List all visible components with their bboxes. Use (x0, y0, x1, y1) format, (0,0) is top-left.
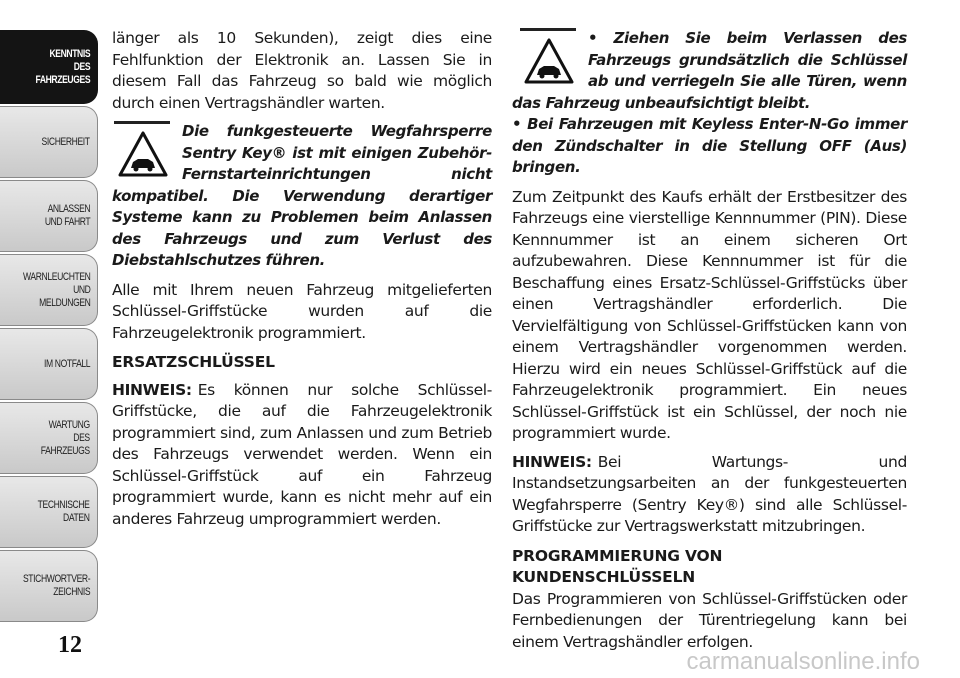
tab-label: WARNLEUCHTEN UND MELDUNGEN (22, 270, 90, 309)
tab-kenntnis-des-fahrzeuges[interactable] (0, 30, 98, 104)
tab-im-notfall[interactable] (0, 328, 98, 400)
tab-label: IM NOTFALL (43, 357, 90, 370)
watermark: carmanualsonline.info (686, 648, 920, 675)
note-label: HINWEIS: (112, 380, 192, 399)
tab-warnleuchten-und-meldungen[interactable] (0, 254, 98, 326)
tab-sicherheit[interactable] (0, 106, 98, 178)
note-paragraph (512, 452, 907, 538)
tab-label: ANLASSEN UND FAHRT (44, 203, 90, 228)
paragraph: länger als 10 Sekunden), zeigt dies eine Fehlfunktion der Elektronik an. Lassen Sie in diesem Fall das Fahrzeug so bald wie möglich durch einen Vertragshändler warten. (112, 29, 492, 112)
warning-bullet: • Bei Fahrzeugen mit Keyless Enter-N-Go immer den Zündschalter in die Stellung OFF (Aus) bringen. (512, 115, 907, 176)
warning-block (512, 28, 907, 179)
heading-line: PROGRAMMIERUNG VON (512, 546, 723, 565)
tab-label: STICHWORTVER- ZEICHNIS (22, 573, 90, 598)
tab-label: KENNTNIS DES FAHRZEUGES (35, 47, 90, 86)
tab-label: TECHNISCHE DATEN (38, 499, 90, 524)
left-column (112, 28, 492, 537)
section-heading: ERSATZSCHLÜSSEL (112, 353, 275, 371)
warning-block (112, 121, 492, 272)
warning-bullet: • Ziehen Sie beim Verlassen des Fahrzeugs grundsätzlich die Schlüssel ab und verriegeln Sie alle Türen, wenn das Fahrzeug unbeaufsichtigt bleibt. (512, 29, 907, 112)
paragraph: Zum Zeitpunkt des Kaufs erhält der Erstbesitzer des Fahrzeugs eine vierstellige Kennnummer (PIN). Diese Kennnummer ist an einem sicheren Ort aufzubewahren. Diese Kennnummer ist für die Beschaffung eines Ersatz-Schlüssel-Griffstücks über einen Vertragshändler erforderlich. Die Vervielfältigung von Schlüssel-Griffstücken kann von einem Vertragshändler vorgenommen werden. Hierzu wird ein neues Schlüssel-Griffstück auf die Fahrzeugelektronik programmiert. Ein neues Schlüssel-Griffstück ist ein Schlüssel, der noch nie programmiert wurde. (512, 187, 907, 442)
warning-text: Die funkgesteuerte Wegfahrsperre Sentry Key® ist mit einigen Zubehör-Fernstarteinrichtungen nicht kompatibel. Die Verwendung derartiger Systeme kann zu Problemen beim Anlassen des Fahrzeugs und zum Verlust des Diebstahlschutzes führen. (112, 122, 492, 269)
page-number: 12 (58, 632, 82, 658)
tab-label: WARTUNG DES FAHRZEUGS (41, 418, 90, 457)
warning-icon (114, 121, 172, 183)
tab-anlassen-und-fahrt[interactable] (0, 180, 98, 252)
heading-line: KUNDENSCHLÜSSELN (512, 568, 696, 586)
note-label: HINWEIS: (512, 452, 592, 471)
note-text: Es können nur solche Schlüssel-Griffstücke, die auf die Fahrzeugelektronik programmiert sind, zum Anlassen und zum Betrieb des Fahrzeugs verwendet werden. Wenn ein Schlüssel-Griffstück auf ein Fahrzeug programmiert wurde, kann es nicht mehr auf ein anderes Fahrzeug umprogrammiert werden. (112, 380, 492, 528)
warning-icon (520, 28, 578, 90)
right-column (512, 28, 907, 660)
paragraph: Alle mit Ihrem neuen Fahrzeug mitgelieferten Schlüssel-Griffstücke wurden auf die Fahrzeugelektronik programmiert. (112, 280, 492, 342)
tab-technische-daten[interactable] (0, 476, 98, 548)
tab-label: SICHERHEIT (41, 135, 90, 148)
tab-wartung-des-fahrzeugs[interactable] (0, 402, 98, 474)
paragraph: Das Programmieren von Schlüssel-Griffstücken oder Fernbedienungen der Türentriegelung kann bei einem Vertragshändler erfolgen. (512, 589, 907, 651)
note-text: Bei Wartungs- und Instandsetzungsarbeiten an der funkgesteuerten Wegfahrsperre (Sentry Key®) sind alle Schlüssel-Griffstücke zur Vertragswerkstatt mitzubringen. (512, 452, 907, 535)
tab-stichwortverzeichnis[interactable] (0, 550, 98, 622)
section-heading (512, 546, 907, 589)
note-paragraph (112, 380, 492, 531)
